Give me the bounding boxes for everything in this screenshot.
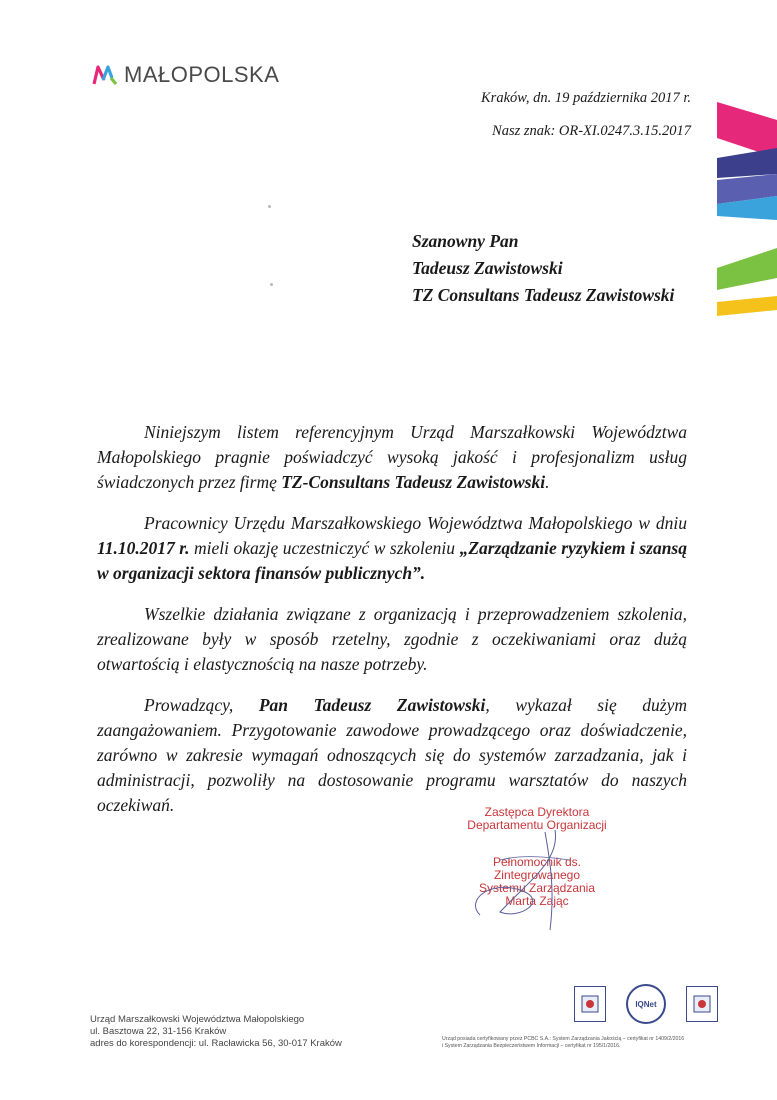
recipient-salutation: Szanowny Pan	[412, 231, 519, 251]
paragraph-2	[97, 511, 687, 586]
iqnet-badge	[626, 984, 666, 1024]
pcbc-security-certificate-icon	[686, 986, 718, 1022]
footer-correspondence: adres do korespondencji: ul. Racławicka 56, 30-017 Kraków	[90, 1038, 342, 1049]
p4-text: Prowadzący,	[144, 695, 259, 715]
paragraph-4	[97, 693, 687, 818]
p2-text-mid: mieli okazję uczestniczyć w szkoleniu	[189, 538, 460, 558]
logo-text: MAŁOPOLSKA	[124, 62, 280, 87]
p1-text: Niniejszym listem referencyjnym Urząd Marszałkowski Województwa Małopolskiego pragnie poświadczyć wysoką jakość i profesjonalizm usług świadczonych przez firmę	[97, 422, 687, 492]
stamp-line-4: Systemu Zarządzania	[478, 881, 596, 895]
stamp-line-3: Pełnomocnik ds. Zintegrowanego	[492, 855, 582, 882]
p2-text: Pracownicy Urzędu Marszałkowskiego Województwa Małopolskiego w dniu	[144, 513, 687, 533]
stamp-line-2: Departamentu Organizacji	[467, 818, 607, 832]
scan-speck	[268, 205, 271, 208]
cert-line-1: Urząd posiada certyfikowany przez PCBC S.A.: System Zarządzania Jakością – certyfikat nr 1409/2/2016	[442, 1036, 685, 1042]
malopolska-logo-icon	[92, 64, 118, 86]
recipient-company: TZ Consultans Tadeusz Zawistowski	[412, 285, 675, 305]
handwritten-signature	[460, 820, 640, 930]
training-date-bold: 11.10.2017 r.	[97, 538, 190, 558]
footer-address	[90, 1014, 342, 1050]
decorative-stripes	[717, 100, 777, 320]
letter-body	[97, 420, 687, 834]
iqnet-label: IQNet	[635, 999, 657, 1009]
paragraph-3: Wszelkie działania związane z organizacją i przeprowadzeniem szkolenia, zrealizowane były w sposób rzetelny, zgodnie z oczekiwaniami oraz dużą otwartością i elastycznością na nasze potrzeby.	[97, 604, 687, 674]
stamp-line-1: Zastępca Dyrektora	[484, 805, 590, 819]
footer-street: ul. Basztowa 22, 31-156 Kraków	[90, 1026, 227, 1037]
company-name-bold: TZ-Consultans Tadeusz Zawistowski	[281, 472, 546, 492]
training-title-bold: „Zarządzanie ryzykiem i szansą w organizacji sektora finansów publicznych”.	[97, 538, 687, 583]
certification-logos	[574, 984, 718, 1024]
stamp-line-5: Marta Zając	[505, 894, 569, 908]
malopolska-logo	[92, 62, 279, 88]
paragraph-1	[97, 420, 687, 495]
trainer-name-bold: Pan Tadeusz Zawistowski	[258, 695, 486, 715]
recipient-block	[412, 228, 674, 309]
p1-end: .	[545, 472, 550, 492]
footer-institution: Urząd Marszałkowski Województwa Małopolskiego	[90, 1014, 305, 1025]
scan-speck	[270, 283, 273, 286]
footer-certification	[442, 1036, 742, 1050]
recipient-name: Tadeusz Zawistowski	[412, 258, 563, 278]
letter-date: Kraków, dn. 19 października 2017 r.	[481, 90, 691, 106]
p4-text-end: , wykazał się dużym zaangażowaniem. Przygotowanie zawodowe prowadzącego oraz doświadczenie, zarówno w zakresie wymagań odnoszących się do systemów zarzadzania, jak i administracji, pozwoliły na dostosowanie programu warsztatów do naszych oczekiwań.	[97, 695, 687, 815]
pcbc-certificate-icon	[574, 986, 606, 1022]
cert-line-2: i System Zarządzania Bezpieczeństwem Informacji – certyfikat nr 195/1/2016.	[442, 1043, 621, 1049]
reference-number: Nasz znak: OR-XI.0247.3.15.2017	[492, 123, 691, 139]
